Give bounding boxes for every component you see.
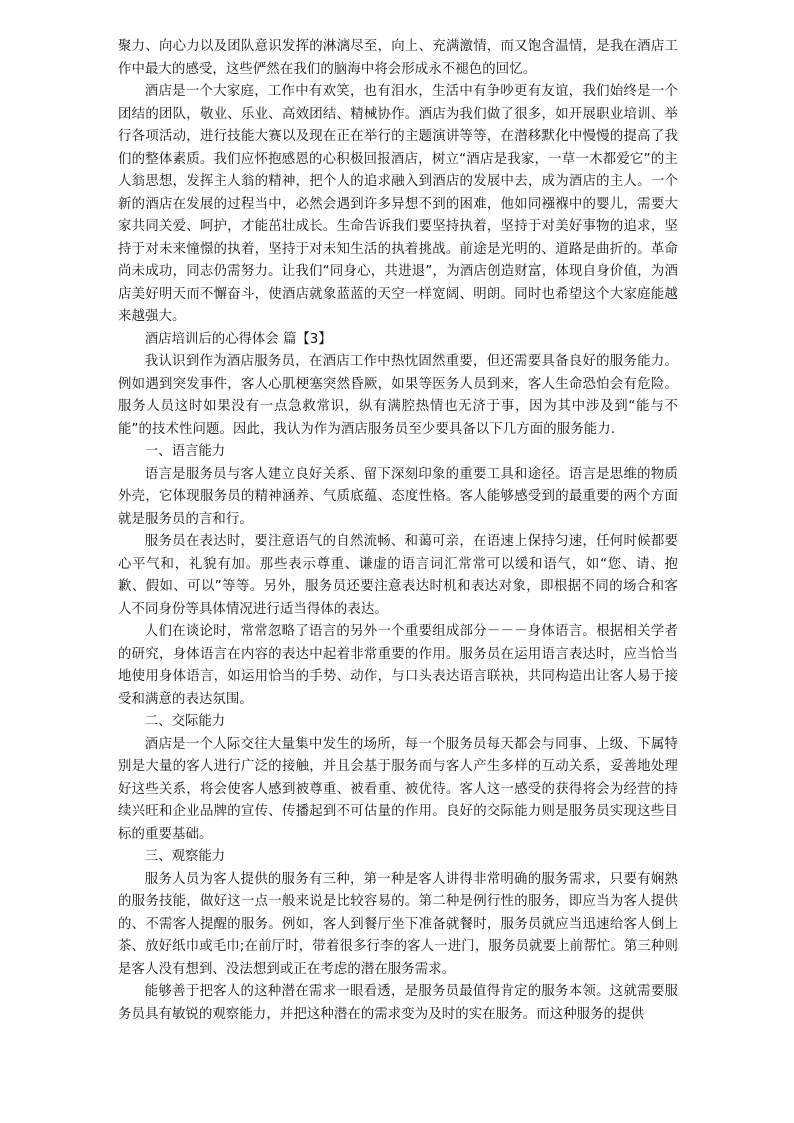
heading-communication-ability: 二、交际能力 (144, 714, 226, 729)
document-page (118, 36, 678, 1026)
paragraph-4: 语言是服务员与客人建立良好关系、留下深刻印象的重要工具和途径。语言是思维的物质外壳，它体现服务员的精神涵养、气质底蕴、态度性格。客人能够感受到的最重要的两个方面就是服务员的言和行。 (118, 466, 678, 527)
heading-observation-ability: 三、观察能力 (144, 849, 226, 864)
paragraph-5: 服务员在表达时，要注意语气的自然流畅、和蔼可亲，在语速上保持匀速，任何时候都要心平气和，礼貌有加。那些表示尊重、谦虚的语言词汇常常可以缓和语气，如“您、请、抱歉、假如、可以”等等。另外，服务员还要注意表达时机和表达对象，即根据不同的场合和客人不同身份等具体情况进行适当得体的表达。 (118, 534, 678, 617)
paragraph-2: 酒店是一个大家庭，工作中有欢笑，也有泪水，生活中有争吵更有友谊，我们始终是一个团结的团队，敬业、乐业、高效团结、精械协作。酒店为我们做了很多，如开展职业培训、举行各项活动，进行技能大赛以及现在正在举行的主题演讲等等，在潜移默化中慢慢的提高了我们的整体素质。我们应怀抱感恩的心积极回报酒店，树立“酒店是我家，一草一木都爱它”的主人翁思想，发挥主人翁的精神，把个人的追求融入到酒店的发展中去，成为酒店的主人。一个新的酒店在发展的过程当中，必然会遇到许多异想不到的困难，他如同襁褓中的婴儿，需要大家共同关爱、呵护，才能茁壮成长。生命告诉我们要坚持执着，坚持于对美好事物的追求，坚持于对未来憧憬的执着，坚持于对未知生活的执着挑战。前途是光明的、道路是曲折的。革命尚未成功，同志仍需努力。让我们“同身心，共进退”，为酒店创造财富，体现自身价值，为酒店美好明天而不懈奋斗，使酒店就象蓝蓝的天空一样宽阔、明朗。同时也希望这个大家庭能越来越强大。 (118, 84, 678, 324)
paragraph-3: 我认识到作为酒店服务员，在酒店工作中热忱固然重要，但还需要具备良好的服务能力。例如遇到突发事件，客人心肌梗塞突然昏厥，如果等医务人员到来，客人生命恐怕会有危险。服务人员这时如果没有一点急救常识，纵有满腔热情也无济于事，因为其中涉及到“能与不能”的技术性问题。因此，我认为作为酒店服务员至少要具备以下几方面的服务能力. (118, 354, 678, 437)
paragraph-1: 聚力、向心力以及团队意识发挥的淋漓尽至，向上、充满激情，而又饱含温情，是我在酒店工作中最大的感受，这些俨然在我们的脑海中将会形成永不褪色的回忆。 (118, 39, 678, 77)
section-title: 酒店培训后的心得体会 篇【3】 (144, 331, 332, 347)
heading-language-ability: 一、语言能力 (144, 444, 226, 459)
paragraph-9: 能够善于把客人的这种潜在需求一眼看透，是服务员最值得肯定的服务本领。这就需要服务员具有敏锐的观察能力，并把这种潜在的需求变为及时的实在服务。而这种服务的提供 (118, 984, 678, 1022)
paragraph-7: 酒店是一个人际交往大量集中发生的场所，每一个服务员每天都会与同事、上级、下属特别是大量的客人进行广泛的接触，并且会基于服务而与客人产生多样的互动关系，妥善地处理好这些关系，将会使客人感到被尊重、被看重、被优待。客人这一感受的获得将会为经营的持续兴旺和企业品牌的宣传、传播起到不可估量的作用。良好的交际能力则是服务员实现这些目标的重要基础。 (118, 736, 678, 842)
paragraph-8: 服务人员为客人提供的服务有三种，第一种是客人讲得非常明确的服务需求，只要有娴熟的服务技能，做好这一点一般来说是比较容易的。第二种是例行性的服务，即应当为客人提供的、不需客人提醒的服务。例如，客人到餐厅坐下准备就餐时，服务员就应当迅速给客人倒上茶、放好纸巾或毛巾;在前厅时，带着很多行李的客人一进门，服务员就要上前帮忙。第三种则是客人没有想到、没法想到或正在考虑的潜在服务需求。 (118, 871, 678, 977)
paragraph-6: 人们在谈论时，常常忽略了语言的另外一个重要组成部分－－－身体语言。根据相关学者的研究，身体语言在内容的表达中起着非常重要的作用。服务员在运用语言表达时，应当恰当地使用身体语言，如运用恰当的手势、动作，与口头表达语言联袂，共同构造出让客人易于接受和满意的表达氛围。 (118, 624, 678, 707)
